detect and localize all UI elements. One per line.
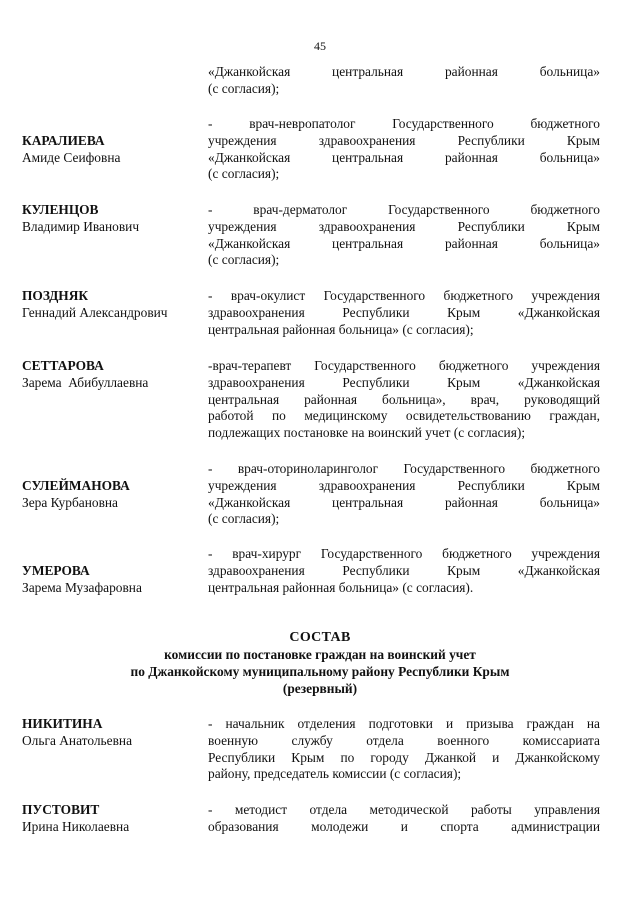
role-line: (с согласия); [208, 252, 280, 268]
person-name [22, 802, 207, 836]
given-name: Ирина Николаевна [22, 818, 130, 834]
given-name: Геннадий Александрович [22, 304, 168, 320]
role-description [208, 546, 600, 596]
surname: СУЛЕЙМАНОВА [22, 478, 130, 493]
given-name: Зарема Музафаровна [22, 579, 142, 595]
given-name: Ольга Анатольевна [22, 732, 133, 748]
role-line: - методист отдела методической работы управления [208, 802, 600, 817]
role-line: - врач-хирург Государственного бюджетного учреждения [208, 546, 600, 561]
person-name [22, 202, 207, 236]
role-line: «Джанкойская центральная районная больница» [208, 64, 600, 79]
surname: ПОЗДНЯК [22, 288, 89, 303]
surname: КУЛЕНЦОВ [22, 202, 99, 217]
role-line: здравоохранения Республики Крым «Джанкойская [208, 562, 600, 578]
role-description [208, 202, 600, 269]
role-description [208, 358, 600, 442]
role-line: работой по медицинскому освидетельствованию граждан, [208, 408, 600, 424]
given-name: Зарема Абибуллаевна [22, 374, 149, 390]
section-heading [0, 630, 640, 697]
given-name: Амиде Сеифовна [22, 149, 121, 165]
role-line: -врач-терапевт Государственного бюджетного учреждения [208, 358, 600, 373]
role-line: - врач-дерматолог Государственного бюджетного [208, 202, 600, 217]
role-line: центральная районная больница» (с согласия). [208, 579, 474, 595]
role-line: Республики Крым по городу Джанкой и Джанкойскому [208, 749, 600, 765]
person-name [22, 716, 207, 750]
role-line: военную службу отдела военного комиссариата [208, 732, 600, 748]
role-line: «Джанкойская центральная районная больница» [208, 494, 600, 510]
role-line: - врач-оториноларинголог Государственного бюджетного [208, 461, 600, 476]
role-description [208, 116, 600, 183]
role-line: учреждения здравоохранения Республики Крым [208, 132, 600, 148]
given-name: Владимир Иванович [22, 218, 140, 234]
role-description [208, 461, 600, 528]
role-line: учреждения здравоохранения Республики Крым [208, 218, 600, 234]
person-name [22, 133, 207, 167]
role-line: здравоохранения Республики Крым «Джанкойская [208, 374, 600, 390]
surname: СЕТТАРОВА [22, 358, 104, 373]
role-line: «Джанкойская центральная районная больница» [208, 149, 600, 165]
role-line: (с согласия); [208, 511, 280, 527]
role-line: району, председатель комиссии (с согласия); [208, 766, 462, 782]
person-name [22, 563, 207, 597]
role-line: подлежащих постановке на воинский учет (с согласия); [208, 425, 526, 441]
person-name [22, 358, 207, 392]
surname: НИКИТИНА [22, 716, 103, 731]
person-name [22, 288, 207, 322]
person-name [22, 478, 207, 512]
role-line: - врач-невропатолог Государственного бюджетного [208, 116, 600, 131]
role-line: центральная районная больница», врач, руководящий [208, 391, 600, 407]
role-line: «Джанкойская центральная районная больница» [208, 235, 600, 251]
role-description [208, 802, 600, 836]
role-line: центральная районная больница» (с согласия); [208, 321, 474, 337]
role-description [208, 716, 600, 783]
role-line: - начальник отделения подготовки и призыва граждан на [208, 716, 600, 731]
section-title: СОСТАВ [289, 630, 351, 645]
section-subtitle-line: по Джанкойскому муниципальному району Республики Крым [130, 663, 510, 679]
role-description [208, 64, 600, 98]
role-line: учреждения здравоохранения Республики Крым [208, 477, 600, 493]
surname: КАРАЛИЕВА [22, 133, 105, 148]
page-number: 45 [314, 39, 326, 53]
given-name: Зера Курбановна [22, 494, 119, 510]
section-subtitle-line: комиссии по постановке граждан на воинский учет [164, 647, 476, 662]
role-line: - врач-окулист Государственного бюджетного учреждения [208, 288, 600, 303]
role-line: (с согласия); [208, 80, 280, 96]
role-line: образования молодежи и спорта администрации [208, 818, 600, 834]
role-description [208, 288, 600, 338]
surname: ПУСТОВИТ [22, 802, 100, 817]
role-line: здравоохранения Республики Крым «Джанкойская [208, 304, 600, 320]
role-line: (с согласия); [208, 166, 280, 182]
surname: УМЕРОВА [22, 563, 90, 578]
section-subtitle-line: (резервный) [282, 680, 358, 696]
